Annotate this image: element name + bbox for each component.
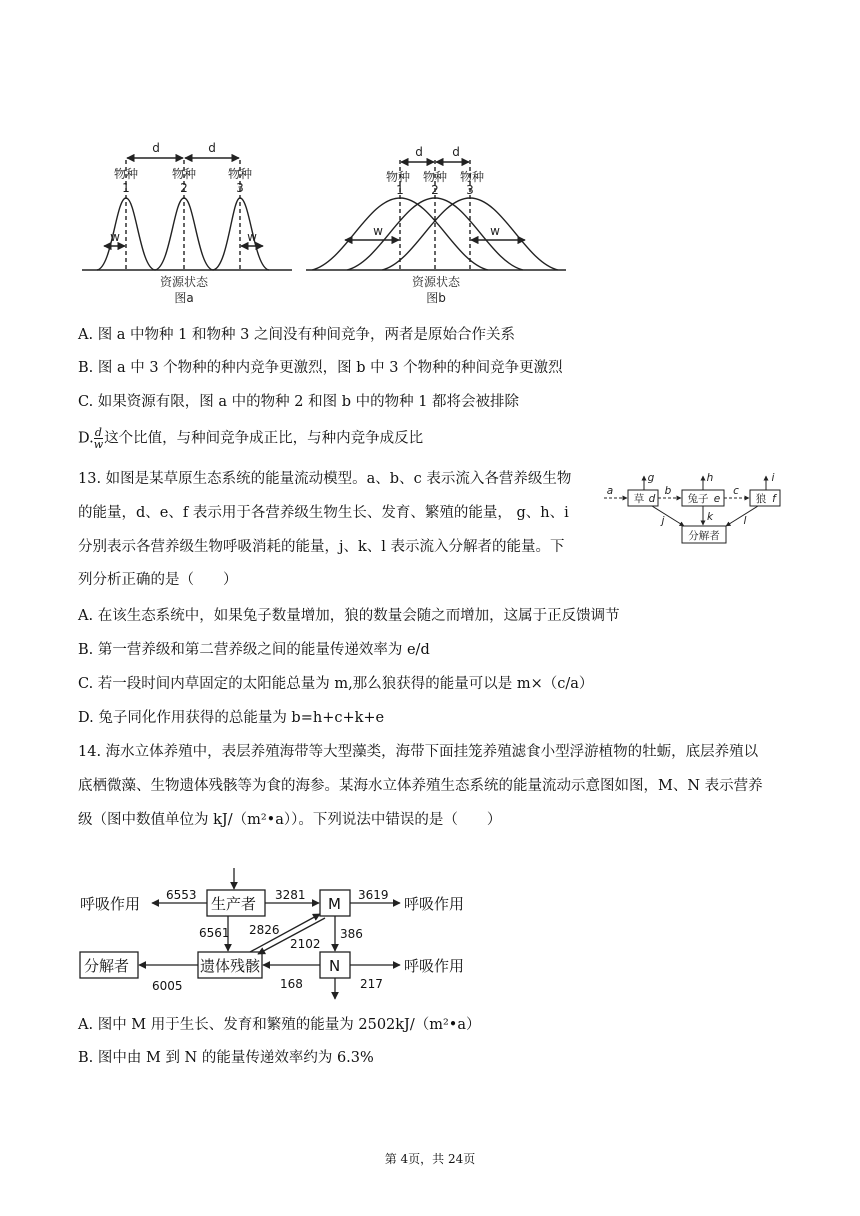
fig-a-n1: 1 bbox=[122, 181, 130, 195]
producer-box-label: 生产者 bbox=[211, 895, 257, 913]
q12-option-d bbox=[78, 427, 423, 450]
value-6553: 6553 bbox=[166, 888, 197, 902]
q14-stem-line2: 底栖微藻、生物遗体残骸等为食的海参。某海水立体养殖生态系统的能量流动示意图如图，M、N 表示营养 bbox=[78, 778, 763, 794]
h-label: h bbox=[706, 472, 714, 484]
j-label: j bbox=[661, 515, 665, 527]
value-2102: 2102 bbox=[290, 937, 321, 951]
fig-a-xlabel: 资源状态 bbox=[159, 275, 209, 289]
fraction-numerator: d bbox=[94, 426, 102, 439]
value-6005: 6005 bbox=[152, 979, 183, 993]
n-box-label: N bbox=[329, 957, 341, 975]
q12-option-c: C. 如果资源有限，图 a 中的物种 2 和图 b 中的物种 1 都将会被排除 bbox=[78, 394, 520, 410]
i-label: i bbox=[771, 472, 775, 484]
b-label: b bbox=[664, 485, 672, 497]
q12-option-a: A. 图 a 中物种 1 和物种 3 之间没有种间竞争，两者是原始合作关系 bbox=[78, 327, 515, 343]
fig-b-species2: 物种 bbox=[422, 170, 448, 184]
q12-option-d-text: 这个比值，与种间竞争成正比，与种内竞争成反比 bbox=[104, 430, 424, 447]
fig-a-d1: d bbox=[152, 141, 160, 155]
wolf-box-label: 狼 bbox=[755, 493, 767, 505]
fig-a-species1: 物种 bbox=[113, 167, 139, 181]
resp-label-n: 呼吸作用 bbox=[404, 957, 465, 975]
fig-b-n2: 2 bbox=[431, 183, 439, 197]
value-3619: 3619 bbox=[358, 888, 389, 902]
q13-option-a: A. 在该生态系统中，如果兔子数量增加，狼的数量会随之而增加，这属于正反馈调节 bbox=[78, 608, 620, 624]
fig-a-d2: d bbox=[208, 141, 216, 155]
fig-b-n3: 3 bbox=[466, 183, 474, 197]
q14-option-a: A. 图中 M 用于生长、发育和繁殖的能量为 2502kJ/（m²•a） bbox=[78, 1017, 481, 1033]
fig-a-w2: w bbox=[247, 230, 257, 244]
fig-b-w1: w bbox=[373, 224, 383, 238]
d-over-w-fraction bbox=[94, 427, 103, 450]
value-3281: 3281 bbox=[275, 888, 306, 902]
grass-box-label: 草 bbox=[633, 493, 645, 505]
remains-box-label: 遗体残骸 bbox=[200, 957, 261, 975]
c-label: c bbox=[733, 485, 739, 497]
e-label: e bbox=[713, 493, 721, 505]
q13-option-d: D. 兔子同化作用获得的总能量为 b=h+c+k+e bbox=[78, 710, 385, 726]
resp-label-left: 呼吸作用 bbox=[80, 895, 141, 913]
niche-overlap-figure bbox=[0, 0, 860, 320]
g-label: g bbox=[647, 472, 655, 484]
q14-stem-line3: 级（图中数值单位为 kJ/（m²•a））。下列说法中错误的是（ ） bbox=[78, 812, 502, 828]
fig-a-w1: w bbox=[110, 230, 120, 244]
q13-stem-line2: 的能量，d、e、f 表示用于各营养级生物生长、发育、繁殖的能量， g、h、i bbox=[78, 505, 569, 521]
value-6561: 6561 bbox=[199, 926, 230, 940]
page-footer: 第 4页，共 24页 bbox=[384, 1152, 476, 1166]
fig-b-d1: d bbox=[415, 145, 423, 159]
q13-option-b: B. 第一营养级和第二营养级之间的能量传递效率为 e/d bbox=[78, 642, 430, 658]
fraction-denominator: w bbox=[93, 438, 104, 451]
q13-stem-line4: 列分析正确的是（ ） bbox=[78, 572, 238, 588]
fig-b-xlabel: 资源状态 bbox=[411, 275, 461, 289]
fig-b-w2: w bbox=[490, 224, 500, 238]
q12-option-b: B. 图 a 中 3 个物种的种内竞争更激烈，图 b 中 3 个物种的种间竞争更激烈 bbox=[78, 360, 563, 376]
fig-a-caption: 图a bbox=[174, 291, 194, 305]
resp-label-m: 呼吸作用 bbox=[404, 895, 465, 913]
value-386: 386 bbox=[340, 927, 363, 941]
fig-b-d2: d bbox=[452, 145, 460, 159]
q13-stem-line3: 分别表示各营养级生物呼吸消耗的能量，j、k、l 表示流入分解者的能量。下 bbox=[78, 539, 565, 555]
value-217: 217 bbox=[360, 977, 383, 991]
m-box-label: M bbox=[328, 895, 341, 913]
decomposer-box-label: 分解者 bbox=[84, 957, 130, 975]
k-label: k bbox=[706, 511, 714, 523]
decomposer-box-label: 分解者 bbox=[688, 530, 720, 542]
fig-a-species2: 物种 bbox=[171, 167, 197, 181]
q12-option-d-prefix: D. bbox=[78, 430, 94, 447]
value-168: 168 bbox=[280, 977, 303, 991]
d-label: d bbox=[648, 493, 656, 505]
rabbit-box-label: 兔子 bbox=[687, 493, 709, 505]
q13-option-c: C. 若一段时间内草固定的太阳能总量为 m,那么狼获得的能量可以是 m×（c/a） bbox=[78, 676, 594, 692]
q14-stem-line1: 14. 海水立体养殖中，表层养殖海带等大型藻类，海带下面挂笼养殖滤食小型浮游植物的牡蛎，底层养殖以 bbox=[78, 744, 759, 760]
energy-flow-model-diagram bbox=[600, 470, 800, 550]
l-label: l bbox=[743, 515, 747, 527]
fig-a-n3: 3 bbox=[236, 181, 244, 195]
sea-farming-energy-flow-diagram bbox=[70, 866, 490, 1006]
q13-stem-line1: 13. 如图是某草原生态系统的能量流动模型。a、b、c 表示流入各营养级生物 bbox=[78, 471, 572, 487]
fig-b-n1: 1 bbox=[396, 183, 404, 197]
fig-b-species1: 物种 bbox=[385, 170, 411, 184]
value-2826: 2826 bbox=[249, 923, 280, 937]
fig-b-species3: 物种 bbox=[459, 170, 485, 184]
a-label: a bbox=[606, 485, 614, 497]
f-label: f bbox=[772, 493, 776, 505]
q14-option-b: B. 图中由 M 到 N 的能量传递效率约为 6.3% bbox=[78, 1050, 374, 1066]
fig-a-species3: 物种 bbox=[227, 167, 253, 181]
fig-b-caption: 图b bbox=[426, 291, 446, 305]
fig-a-n2: 2 bbox=[180, 181, 188, 195]
